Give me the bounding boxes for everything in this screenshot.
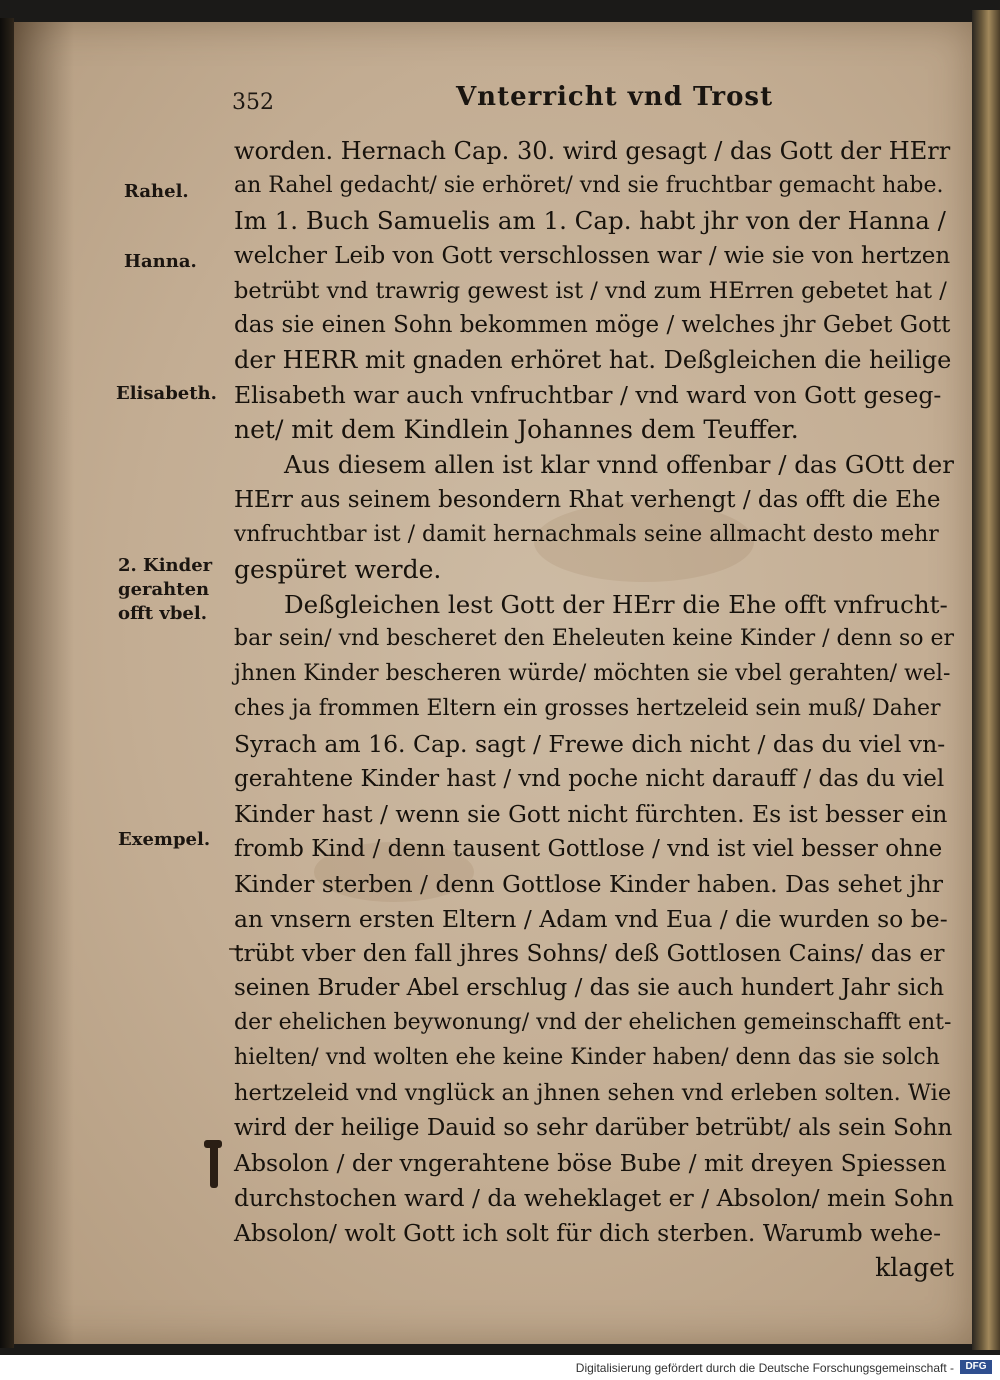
- text-line: das sie einen Sohn bekommen möge / welches jhr Gebet Gott: [234, 312, 951, 339]
- text-line: Kinder hast / wenn sie Gott nicht fürchten. Es ist besser ein: [234, 799, 948, 828]
- text-line: Im 1. Buch Samuelis am 1. Cap. habt jhr von der Hanna /: [234, 205, 946, 235]
- text-line: gespüret werde.: [234, 554, 442, 584]
- catchword: klaget: [875, 1252, 954, 1282]
- book-spine-edge: [0, 18, 14, 1348]
- margin-note-kinder-line: gerahten: [118, 579, 210, 600]
- margin-note-kinder: [118, 554, 228, 626]
- margin-note-rahel: Rahel.: [124, 181, 189, 202]
- text-line: Absolon/ wolt Gott ich solt für dich sterben. Warumb wehe-: [234, 1218, 942, 1247]
- text-line: Aus diesem allen ist klar vnnd offenbar / das GOtt der: [284, 450, 954, 480]
- margin-note-kinder-line: offt vbel.: [118, 603, 207, 624]
- text-line: an vnsern ersten Eltern / Adam vnd Eua / die wurden so be-: [234, 904, 948, 933]
- ink-mark: [210, 1142, 218, 1188]
- margin-note-hanna: Hanna.: [124, 251, 197, 272]
- text-line: gerahtene Kinder hast / vnd poche nicht darauff / das du viel: [234, 766, 945, 793]
- text-line: der HERR mit gnaden erhöret hat. Deßgleichen die heilige: [234, 346, 952, 375]
- text-line: Kinder sterben / denn Gottlose Kinder haben. Das sehet jhr: [234, 869, 944, 898]
- text-line: bar sein/ vnd bescheret den Eheleuten keine Kinder / denn so er: [234, 626, 955, 652]
- running-title: Vnterricht vnd Trost: [456, 82, 774, 112]
- margin-note-elisabeth: Elisabeth.: [116, 383, 217, 404]
- text-line: vnfruchtbar ist / damit hernachmals seine allmacht desto mehr: [234, 521, 939, 547]
- margin-note-kinder-line: 2. Kinder: [118, 555, 213, 576]
- text-line: seinen Bruder Abel erschlug / das sie auch hundert Jahr sich: [234, 975, 945, 1002]
- gutter-shadow: [14, 22, 74, 1344]
- book-page: [14, 22, 972, 1344]
- dfg-logo: DFG: [960, 1360, 992, 1374]
- margin-note-exempel: Exempel.: [118, 829, 211, 850]
- text-line: worden. Hernach Cap. 30. wird gesagt / das Gott der HErr: [234, 137, 951, 165]
- text-line: trübt vber den fall jhres Sohns/ deß Gottlosen Cains/ das er: [234, 939, 945, 968]
- text-line: Deßgleichen lest Gott der HErr die Ehe offt vnfrucht-: [284, 589, 948, 619]
- text-line: Syrach am 16. Cap. sagt / Frewe dich nicht / das du viel vn-: [234, 730, 946, 759]
- text-line: HErr aus seinem besondern Rhat verhengt / das offt die Ehe: [234, 486, 941, 513]
- text-line: ches ja frommen Eltern ein grosses hertzeleid sein muß/ Daher: [234, 696, 941, 722]
- footer-bar: [0, 1355, 1000, 1380]
- book-fore-edge: [972, 10, 1000, 1350]
- text-line: betrübt vnd trawrig gewest ist / vnd zum HErren gebetet hat /: [234, 277, 947, 304]
- text-line: der ehelichen beywonung/ vnd der ehelichen gemeinschafft ent-: [234, 1010, 952, 1036]
- text-line: welcher Leib von Gott verschlossen war / wie sie von hertzen: [234, 242, 951, 269]
- funding-credit: Digitalisierung gefördert durch die Deutsche Forschungsgemeinschaft -: [575, 1361, 954, 1375]
- text-line: fromb Kind / denn tausent Gottlose / vnd ist viel besser ohne: [234, 835, 943, 862]
- text-line: hielten/ vnd wolten ehe keine Kinder haben/ denn das sie solch: [234, 1045, 940, 1071]
- text-line: wird der heilige Dauid so sehr darüber betrübt/ als sein Sohn: [234, 1114, 953, 1141]
- text-line: net/ mit dem Kindlein Johannes dem Teuffer.: [234, 415, 799, 445]
- text-line: hertzeleid vnd vnglück an jhnen sehen vnd erleben solten. Wie: [234, 1080, 952, 1107]
- page-number: 352: [232, 90, 274, 115]
- text-line: Absolon / der vngerahtene böse Bube / mit dreyen Spiessen: [234, 1148, 947, 1177]
- text-line: an Rahel gedacht/ sie erhöret/ vnd sie fruchtbar gemacht habe.: [234, 172, 944, 198]
- text-line: jhnen Kinder bescheren würde/ möchten sie vbel gerahten/ wel-: [234, 661, 951, 687]
- text-line: durchstochen ward / da weheklaget er / Absolon/ mein Sohn: [234, 1183, 954, 1212]
- running-head: [14, 82, 972, 122]
- main-text: [234, 134, 954, 1285]
- text-line: Elisabeth war auch vnfruchtbar / vnd ward von Gott geseg-: [234, 381, 942, 410]
